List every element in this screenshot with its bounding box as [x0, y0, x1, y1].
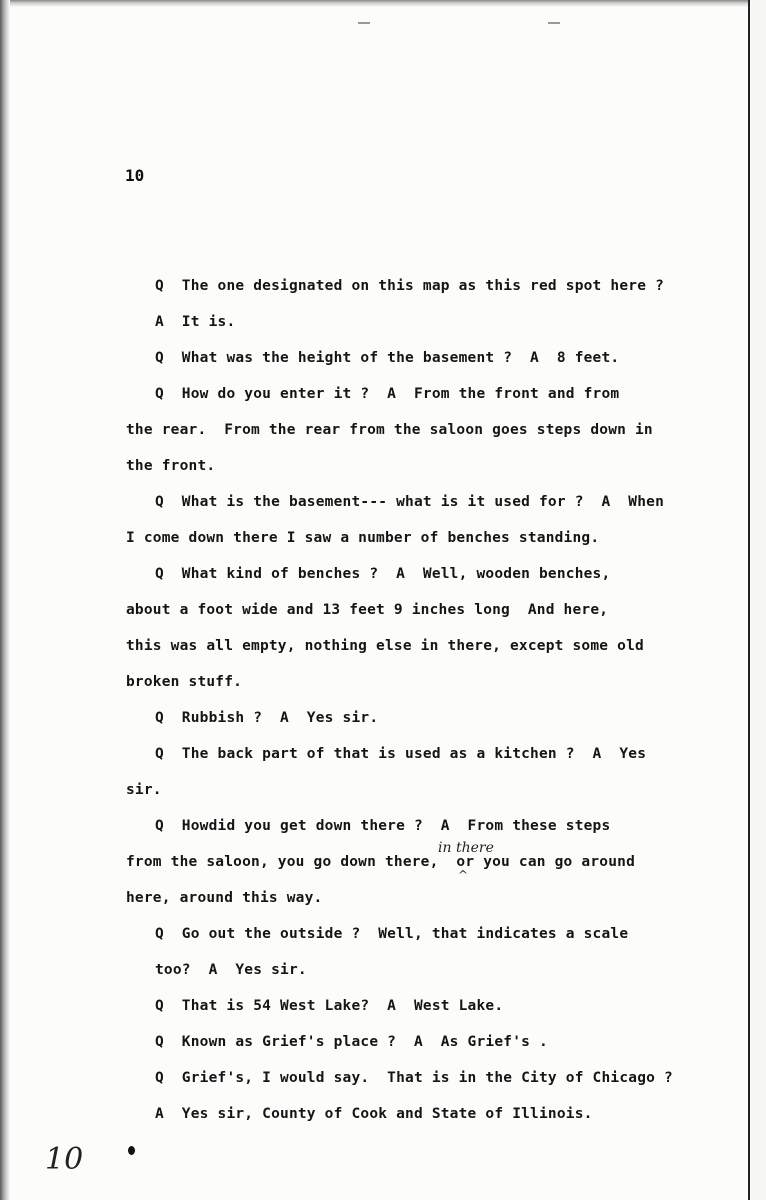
transcript-line: Q The one designated on this map as this red spot here ? [155, 278, 664, 294]
transcript-line: the front. [126, 458, 216, 474]
handwritten-caret: ^ [458, 868, 469, 882]
transcript-line: A It is. [155, 314, 236, 330]
scan-mark [548, 22, 560, 24]
transcript-line: Q Rubbish ? A Yes sir. [155, 710, 379, 726]
transcript-line: broken stuff. [126, 674, 243, 690]
transcript-line: about a foot wide and 13 feet 9 inches long And here, [126, 602, 609, 618]
transcript-line: from the saloon, you go down there, or you can go around [126, 854, 635, 870]
transcript-line: A Yes sir, County of Cook and State of Illinois. [155, 1106, 593, 1122]
scan-mark [358, 22, 370, 24]
transcript-line: this was all empty, nothing else in there, except some old [126, 638, 644, 654]
scan-left-edge [0, 0, 10, 1200]
transcript-line: Q What kind of benches ? A Well, wooden benches, [155, 566, 611, 582]
handwritten-insertion: in there [438, 840, 494, 856]
handwritten-page-number: 10 [45, 1142, 84, 1177]
transcript-line: Q Known as Grief's place ? A As Grief's . [155, 1034, 548, 1050]
transcript-line: Q Go out the outside ? Well, that indicates a scale [155, 926, 629, 942]
transcript-line: too? A Yes sir. [155, 962, 307, 978]
transcript-line: Q How do you enter it ? A From the front and from [155, 386, 620, 402]
page-number: 10 [125, 166, 145, 185]
transcript-line: here, around this way. [126, 890, 323, 906]
transcript-line: I come down there I saw a number of benches standing. [126, 530, 600, 546]
transcript-line: the rear. From the rear from the saloon goes steps down in [126, 422, 653, 438]
ink-dot [128, 1146, 135, 1155]
scan-top-edge [0, 0, 766, 7]
transcript-line: Q That is 54 West Lake? A West Lake. [155, 998, 504, 1014]
transcript-line: sir. [126, 782, 162, 798]
transcript-line: Q Howdid you get down there ? A From these steps [155, 818, 611, 834]
transcript-line: Q What is the basement--- what is it used for ? A When [155, 494, 664, 510]
right-margin [750, 0, 766, 1200]
transcript-line: Q Grief's, I would say. That is in the City of Chicago ? [155, 1070, 673, 1086]
transcript-line: Q The back part of that is used as a kitchen ? A Yes [155, 746, 647, 762]
transcript-line: Q What was the height of the basement ? A 8 feet. [155, 350, 620, 366]
